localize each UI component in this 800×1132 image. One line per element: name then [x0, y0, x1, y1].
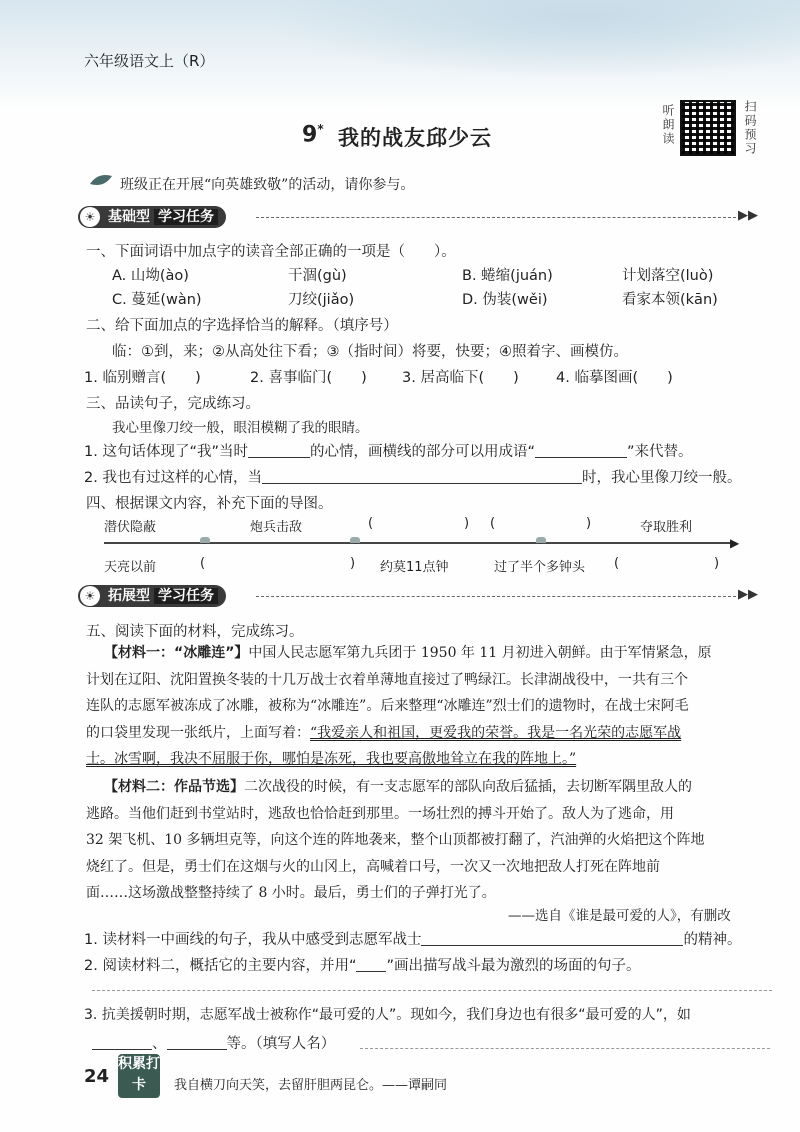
map-bottom-2-open: (	[200, 556, 206, 571]
material-two: 【材料二：作品节选】二次战役的时候，有一支志愿军的部队向敌后猛插，去切断军隅里敌人的 逃路。当他们赶到书堂站时，逃敌也恰恰赶到那里。一场壮烈的搏斗开始了。敌人为了逃命，用 32 架飞机、10 多辆坦克等，向这个连的阵地袭来，整个山顶都被打翻了，汽油弹的火焰把这个阵地 烧红了。但是，勇士们在这烟与火的山冈上，高喊着口号，一次又一次地把敌人打死在阵地前 面……这场激战整整持续了 8 小时。最后，勇士们的子弹打光了。	[86, 779, 705, 901]
qr-code-icon[interactable]	[680, 100, 736, 156]
timeline-arrow-icon: ▶	[730, 536, 740, 550]
answer-blank[interactable]	[167, 1035, 227, 1050]
map-top-5: 夺取胜利	[640, 520, 693, 535]
map-node	[200, 537, 210, 543]
header-cloud-decoration	[260, 0, 800, 80]
answer-blank[interactable]	[248, 443, 310, 458]
q2-item4: 4. 临摹图画( )	[556, 370, 673, 386]
bulb-icon: ☀	[80, 207, 100, 227]
q1-optC1: C. 蔓延(wàn)	[112, 292, 202, 308]
q2-item1: 1. 临别赠言( )	[84, 370, 201, 386]
q5-item3-cont: 、 等。（填写人名）	[92, 1032, 335, 1053]
map-bottom-2-close: )	[350, 556, 356, 571]
accumulate-tag: 积累打卡	[118, 1054, 160, 1098]
answer-blank[interactable]	[356, 957, 386, 972]
q4-stem: 四、根据课文内容，补充下面的导图。	[86, 496, 333, 512]
q2-item3: 3. 居高临下( )	[402, 370, 519, 386]
q2-item2: 2. 喜事临门( )	[250, 370, 367, 386]
map-bottom-4: 过了半个多钟头	[494, 560, 586, 575]
arrow-icon: ▶▶	[738, 208, 758, 223]
q3-item2: 2. 我也有过这样的心情，当 时，我心里像刀绞一般。	[84, 470, 742, 486]
q1-optA1: A. 山坳(ào)	[112, 268, 189, 284]
book-label: 六年级语文上（R）	[84, 52, 215, 70]
q1-optA2: 干涸(gù)	[288, 268, 347, 284]
answer-blank[interactable]	[421, 931, 683, 946]
q3-stem: 三、品读句子，完成练习。	[86, 396, 260, 412]
map-top-3-close: )	[464, 516, 470, 531]
q3-sentence: 我心里像刀绞一般，眼泪模糊了我的眼睛。	[112, 420, 369, 436]
material-one: 【材料一：“冰雕连”】中国人民志愿军第九兵团于 1950 年 11 月初进入朝鲜。由于军情紧急，原 计划在辽阳、沈阳置换冬装的十几万战士衣着单薄地直接过了鸭绿江。长津湖战役中，一共有三个 连队的志愿军被冻成了冰雕，被称为“冰雕连”。后来整理“冰雕连”烈士们的遗物时，在战士宋阿毛 的口袋里发现一张纸片，上面写着：“我爱亲人和祖国，更爱我的荣誉。我是一名光荣的志愿军战 士。冰雪啊，我决不屈服于你，哪怕是冻死，我也要高傲地耸立在我的阵地上。”	[86, 645, 712, 767]
section-badge-basic: ☀ 基础型 学习任务	[78, 206, 226, 228]
listen-label: 听朗读	[661, 104, 675, 146]
map-timeline	[104, 542, 734, 544]
map-bottom-5-close: )	[714, 556, 720, 571]
answer-line[interactable]	[92, 990, 772, 991]
page-number: 24	[84, 1066, 110, 1087]
lesson-number: 9*	[302, 122, 324, 148]
section-badge-extended: ☀ 拓展型 学习任务	[78, 585, 226, 607]
map-bottom-3: 约莫11点钟	[380, 560, 449, 575]
answer-blank[interactable]	[262, 469, 582, 484]
map-node	[350, 537, 360, 543]
q1-optD2: 看家本领(kān)	[622, 292, 718, 308]
map-bottom-5-open: (	[614, 556, 620, 571]
q2-stem: 二、给下面加点的字选择恰当的解释。（填序号）	[86, 318, 398, 334]
map-top-3-open: (	[368, 516, 374, 531]
map-top-1: 潜伏隐蔽	[104, 520, 157, 535]
q2-definitions: 临：①到，来；②从高处往下看；③（指时间）将要，快要；④照着字、画模仿。	[112, 344, 628, 360]
source-citation: ——选自《谁是最可爱的人》，有删改	[508, 908, 731, 924]
preview-label: 扫码预习	[743, 100, 757, 156]
leaf-icon	[88, 172, 114, 188]
q1-optD1: D. 伪装(wěi)	[462, 292, 548, 308]
map-top-2: 炮兵击敌	[250, 520, 303, 535]
answer-line[interactable]	[360, 1048, 770, 1049]
q1-stem: 一、下面词语中加点字的读音全部正确的一项是（ ）。	[86, 244, 456, 260]
q5-item3: 3. 抗美援朝时期，志愿军战士被称作“最可爱的人”。现如今，我们身边也有很多“最可爱的人”，如	[84, 1007, 691, 1023]
map-top-4-open: (	[490, 516, 496, 531]
q5-stem: 五、阅读下面的材料，完成练习。	[86, 624, 304, 640]
q1-optB2: 计划落空(luò)	[622, 268, 714, 284]
map-node	[536, 537, 546, 543]
answer-blank[interactable]	[535, 443, 627, 458]
q1-optC2: 刀绞(jiǎo)	[288, 292, 355, 308]
answer-blank[interactable]	[92, 1035, 152, 1050]
map-bottom-1: 天亮以前	[104, 560, 157, 575]
intro-text: 班级正在开展“向英雄致敬”的活动，请你参与。	[120, 177, 415, 193]
q5-item1: 1. 读材料一中画线的句子，我从中感受到志愿军战士 的精神。	[84, 932, 742, 948]
map-top-4-close: )	[586, 516, 592, 531]
arrow-icon: ▶▶	[738, 587, 758, 602]
section-divider	[256, 596, 736, 597]
q5-item2: 2. 阅读材料二，概括它的主要内容，并用“ ”画出描写战斗最为激烈的场面的句子。	[84, 958, 641, 974]
section-divider	[256, 217, 736, 218]
q1-optB1: B. 蜷缩(juán)	[462, 268, 553, 284]
footer-quote: 我自横刀向天笑，去留肝胆两昆仑。——谭嗣同	[174, 1078, 448, 1093]
page-title: 我的战友邱少云	[338, 126, 492, 150]
bulb-icon: ☀	[80, 586, 100, 606]
q3-item1: 1. 这句话体现了“我”当时 的心情，画横线的部分可以用成语“ ”来代替。	[84, 444, 693, 460]
